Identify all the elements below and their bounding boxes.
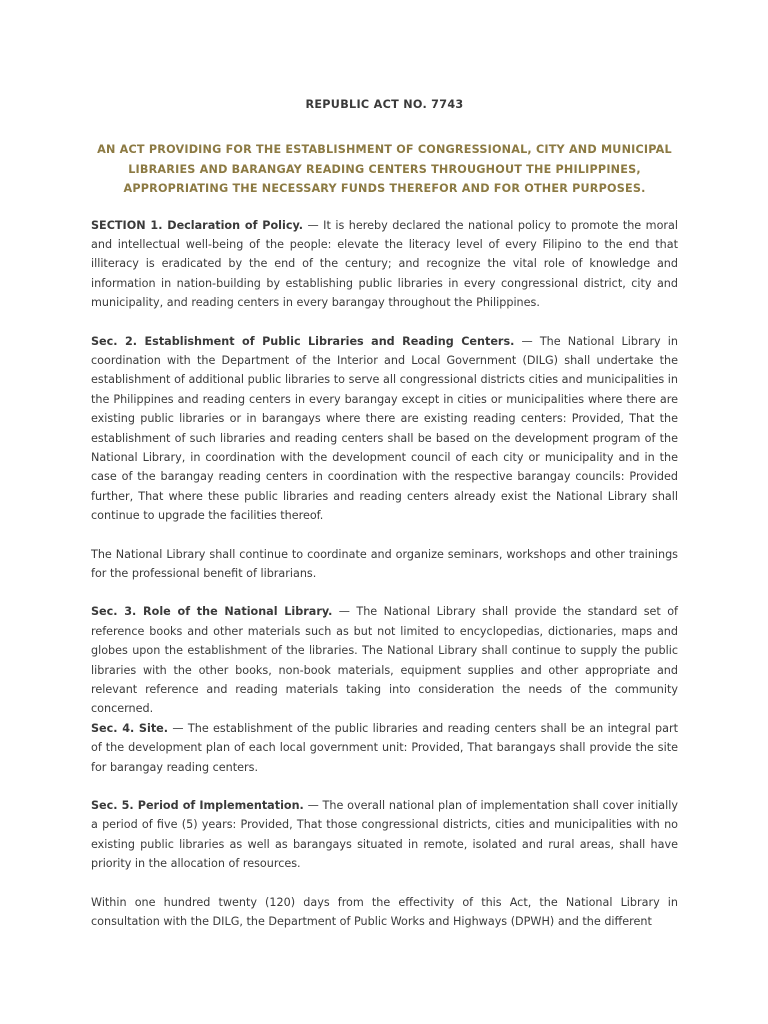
section-3-body: — The National Library shall provide the standard set of reference books and other materials such as but not limited to encyclopedias, dictionaries, maps and globes upon the establishment of the libraries. The National Library shall continue to supply the public libraries with the other books, non-book materials, equipment supplies and other appropriate and relevant reference and reading materials taking into consideration the needs of the community concerned. [91,605,678,716]
section-1-body: — It is hereby declared the national policy to promote the moral and intellectual well-being of the people: elevate the literacy level of every Filipino to the end that illiteracy is eradicated by the end of the century; and recognize the vital role of knowledge and information in nation-building by establishing public libraries in every congressional district, city and municipality, and reading centers in every barangay throughout the Philippines. [91,218,678,310]
section-2-body: — The National Library in coordination with the Department of the Interior and Local Government (DILG) shall undertake the establishment of additional public libraries to serve all congressional districts cities and municipalities in the Philippines and reading centers in every barangay except in cities or municipalities where there are existing public libraries or in barangays where there are existing reading centers: Provided, That the establishment of such libraries and reading centers shall be based on the development program of the National Library, in coordination with the development council of each city or municipality and in the case of the barangay reading centers in coordination with the respective barangay councils: Provided further, That where these public libraries and reading centers already exist the National Library shall continue to upgrade the facilities thereof. [91,334,679,523]
section-5-extra: Within one hundred twenty (120) days from the effectivity of this Act, the National Library in consultation with the DILG, the Department of Public Works and Highways (DPWH) and the different [91,895,678,929]
section-2-heading: Sec. 2. Establishment of Public Libraries and Reading Centers. [91,334,515,348]
section-5-body: — The overall national plan of implementation shall cover initially a period of five (5) years: Provided, That those congressional districts, cities and municipalities with no existing public libraries as well as barangays situated in remote, isolated and rural areas, shall have priority in the allocation of resources. [91,799,678,871]
document-page [91,95,678,932]
section-5-heading: Sec. 5. Period of Implementation. [91,799,304,813]
section-4-body: — The establishment of the public libraries and reading centers shall be an integral part of the development plan of each local government unit: Provided, That barangays shall provide the site for barangay reading centers. [91,721,678,774]
section-1 [91,216,678,313]
section-5 [91,796,678,874]
section-2-extra: The National Library shall continue to coordinate and organize seminars, workshops and other trainings for the professional benefit of librarians. [91,547,678,580]
act-number: REPUBLIC ACT NO. 7743 [305,98,464,111]
act-title: AN ACT PROVIDING FOR THE ESTABLISHMENT OF CONGRESSIONAL, CITY AND MUNICIPAL LIBRARIES AND BARANGAY READING CENTERS THROUGHOUT THE PHILIPPINES, APPROPRIATING THE NECESSARY FUNDS THEREFOR AND FOR OTHER PURPOSES. [97,143,672,195]
section-2 [91,332,678,526]
section-4-heading: Sec. 4. Site. [91,721,169,735]
section-4 [91,719,678,777]
section-3 [91,602,678,718]
section-1-heading: SECTION 1. Declaration of Policy. [91,218,303,232]
section-3-heading: Sec. 3. Role of the National Library. [91,605,333,619]
